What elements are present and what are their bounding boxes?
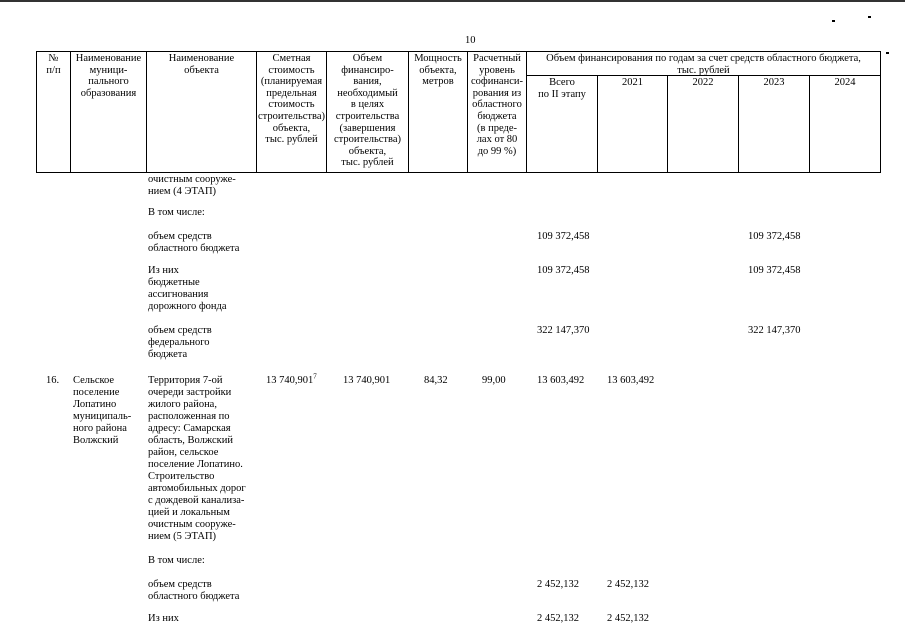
row16-road-total: 2 452,132 bbox=[537, 613, 579, 624]
row16-cost-footnote: 7 bbox=[313, 372, 317, 381]
row16-capacity: 84,32 bbox=[424, 375, 448, 386]
header-col-financing: Объем финансиро- вания, необходимый в целях строительства (завершения строительства) объекта, тыс. рублей bbox=[334, 53, 401, 169]
row16-road-2021: 2 452,132 bbox=[607, 613, 649, 624]
cont-object-text: очистным сооруже- нием (4 ЭТАП) bbox=[148, 174, 236, 197]
scan-speck bbox=[886, 52, 889, 54]
cont-regional-2023: 109 372,458 bbox=[748, 231, 801, 242]
header-col-total: Всего по II этапу bbox=[538, 77, 586, 100]
table-top-border bbox=[36, 51, 881, 52]
row16-road-label: Из них bbox=[148, 613, 179, 624]
scan-speck bbox=[868, 16, 871, 18]
header-col-level: Расчетный уровень софинанси- рования из областного бюджета (в преде- лах от 80 до 99 %) bbox=[470, 53, 523, 157]
cont-incl-label: В том числе: bbox=[148, 207, 205, 218]
cont-regional-label: объем средств областного бюджета bbox=[148, 231, 240, 254]
header-col-capacity: Мощность объекта, метров bbox=[414, 53, 462, 88]
header-col-2021: 2021 bbox=[622, 77, 643, 88]
row16-municipality: Сельское поселение Лопатино муниципаль- ного района Волжский bbox=[73, 375, 132, 446]
header-col-num: № п/п bbox=[46, 53, 61, 76]
header-col-2022: 2022 bbox=[692, 77, 714, 88]
cont-road-2023: 109 372,458 bbox=[748, 265, 801, 276]
header-years-group: Объем финансирования по годам за счет средств областного бюджета, тыс. рублей bbox=[546, 53, 861, 76]
row16-regional-total: 2 452,132 bbox=[537, 579, 579, 590]
row16-2021: 13 603,492 bbox=[607, 375, 655, 386]
cont-federal-2023: 322 147,370 bbox=[748, 325, 801, 336]
col-border bbox=[880, 51, 881, 173]
cont-regional-total: 109 372,458 bbox=[537, 231, 590, 242]
cont-road-label: Из них бюджетные ассигнования дорожного фонда bbox=[148, 265, 227, 312]
header-col-2023: 2023 bbox=[763, 77, 785, 88]
row16-number: 16. bbox=[46, 375, 60, 386]
header-bottom-border bbox=[36, 172, 881, 173]
scan-speck bbox=[832, 20, 835, 22]
cont-federal-label: объем средств федерального бюджета bbox=[148, 325, 212, 360]
page-number: 10 bbox=[465, 35, 476, 46]
header-col-cost: Сметная стоимость (планируемая предельная стоимость строительства) объекта, тыс. рублей bbox=[258, 53, 325, 146]
cont-road-total: 109 372,458 bbox=[537, 265, 590, 276]
col-border bbox=[667, 75, 668, 173]
row16-cost bbox=[266, 372, 317, 387]
row16-object: Территория 7-ой очереди застройки жилого района, расположенная по адресу: Самарская область, Волжский район, сельское поселение Лопатино. Строительство автомобильных дорог с дождевой канализа- цией и локальным очистным сооруже- нием (5 ЭТАП) bbox=[148, 375, 246, 542]
row16-financing: 13 740,901 bbox=[343, 375, 391, 386]
col-border bbox=[809, 75, 810, 173]
row16-level: 99,00 bbox=[482, 375, 506, 386]
col-border bbox=[597, 75, 598, 173]
header-col-municipality: Наименование муници- пального образования bbox=[75, 53, 142, 99]
cont-federal-total: 322 147,370 bbox=[537, 325, 590, 336]
row16-regional-2021: 2 452,132 bbox=[607, 579, 649, 590]
row16-total: 13 603,492 bbox=[537, 375, 585, 386]
header-col-2024: 2024 bbox=[834, 77, 856, 88]
page-top-edge bbox=[0, 0, 905, 2]
row16-incl-label: В том числе: bbox=[148, 555, 205, 566]
row16-regional-label: объем средств областного бюджета bbox=[148, 579, 240, 602]
row16-cost-value: 13 740,901 bbox=[266, 375, 314, 386]
col-border bbox=[738, 75, 739, 173]
header-col-object: Наименование объекта bbox=[168, 53, 235, 76]
